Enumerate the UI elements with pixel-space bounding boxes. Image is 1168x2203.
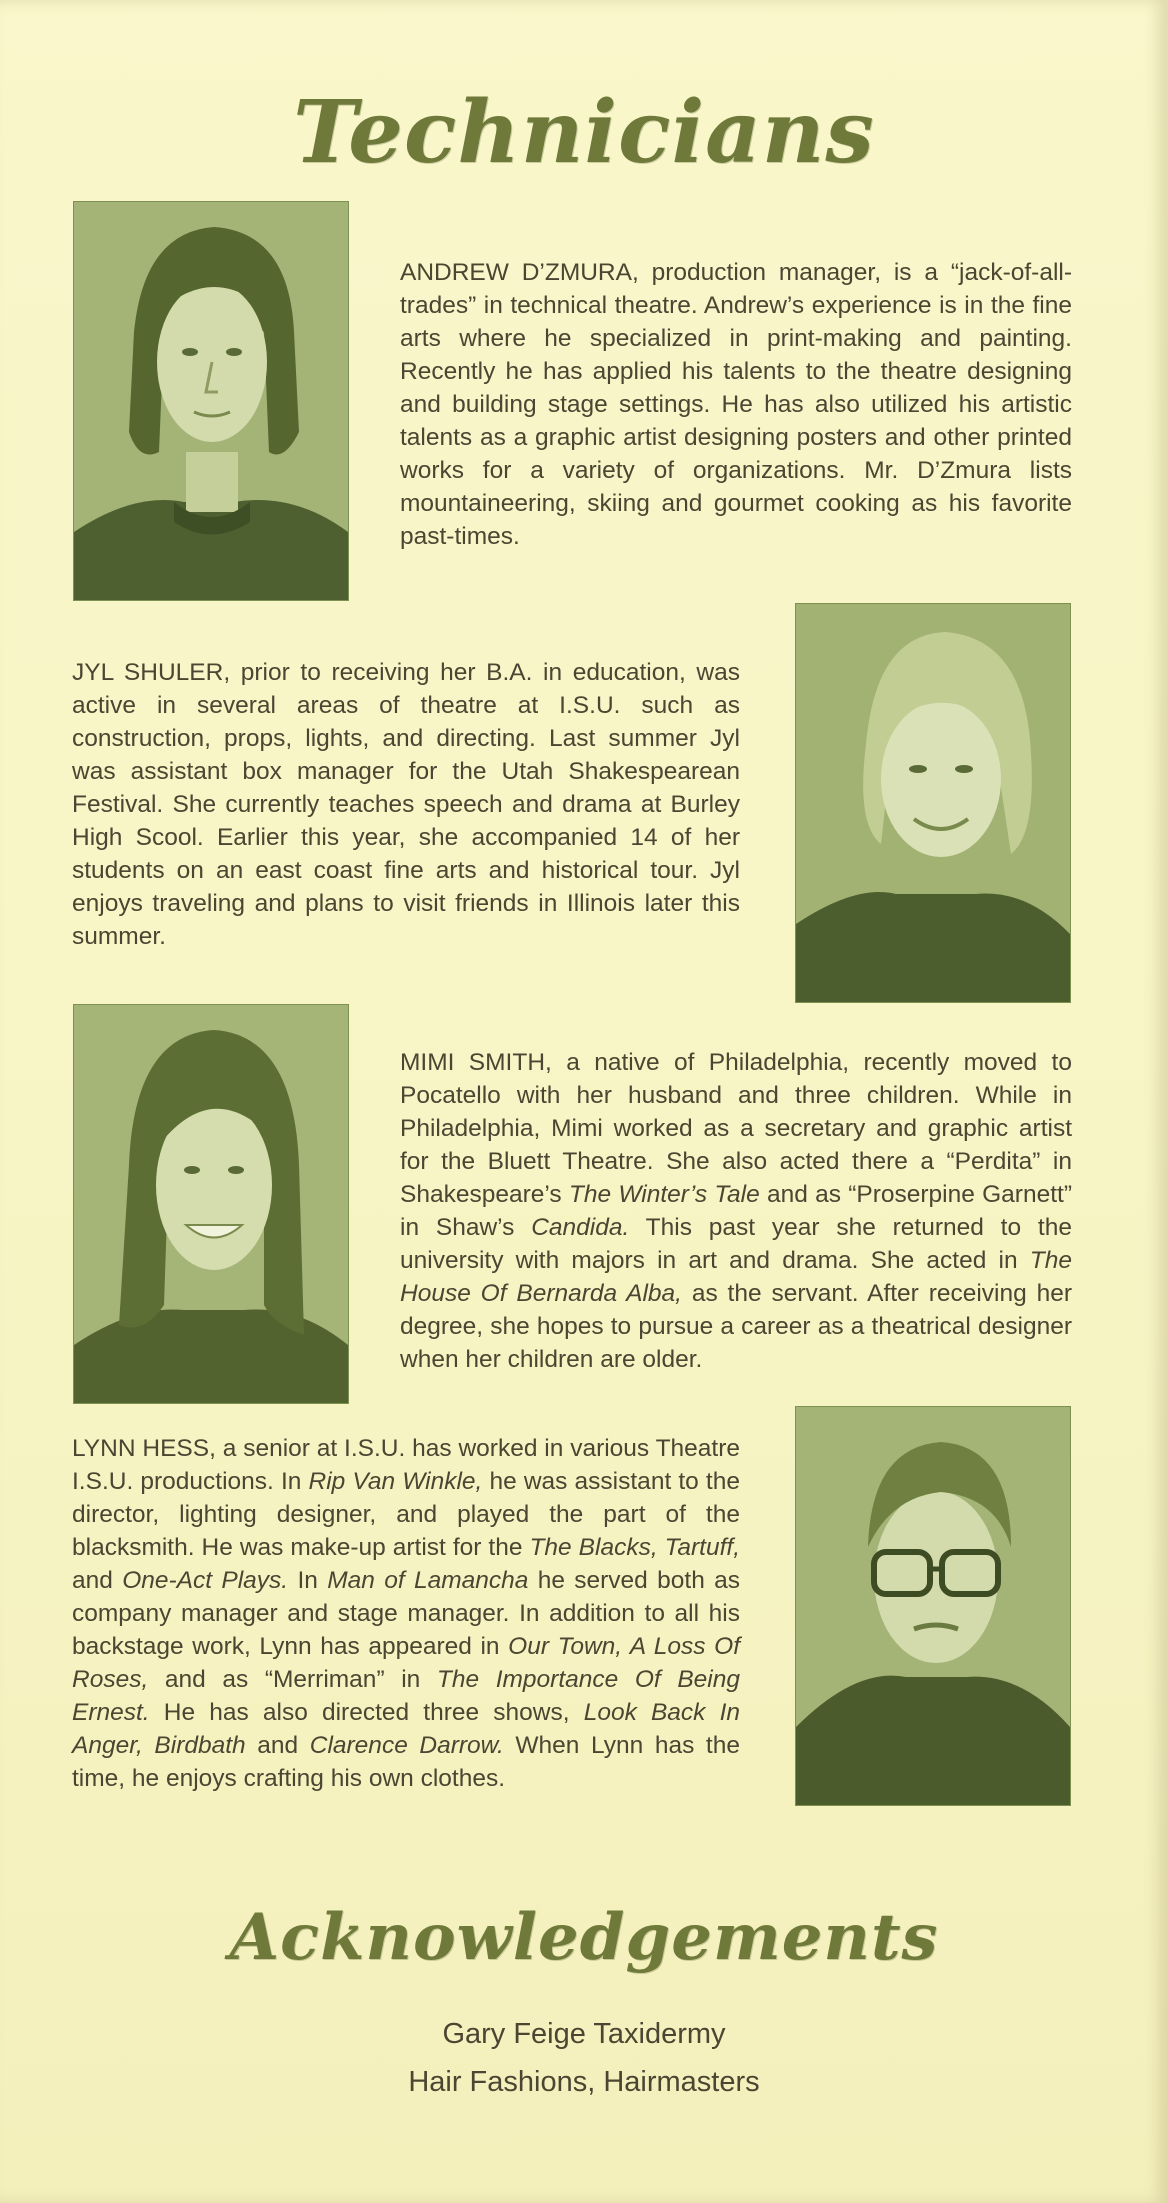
bio-text: , prior to receiving her B.A. in education, was active in several areas of theatre at I.S.U. such as construction, props, lights, and directing. Last summer Jyl was assistant box manager for the Utah Shakespearean Festival. She currently teaches speech and drama at Burley High Scool. Earlier this year, she accompanied 14 of her students on an east coast fine arts and historical tour. Jyl enjoys traveling and plans to visit friends in Illinois later this summer.	[72, 659, 740, 950]
play-title: The Blacks, Tartuff,	[529, 1534, 740, 1561]
bio-text: This past year she returned to the university with majors in art and drama. She acted in	[400, 1214, 1072, 1274]
bio-text: he served both as company manager and stage manager. In addition to all his backstage work, Lynn has appeared in	[72, 1567, 741, 1660]
bio-text: and as “Merriman” in	[148, 1666, 437, 1693]
play-title: Rip Van Winkle,	[308, 1468, 483, 1495]
play-title: Clarence Darrow.	[309, 1732, 504, 1759]
bio-jyl-shuler	[72, 656, 740, 953]
play-title: Man of Lamancha	[327, 1567, 529, 1594]
technicians-heading: Technicians	[293, 82, 875, 183]
bio-text: he was assistant to the director, lighting designer, and played the part of the blacksmith. He was make-up artist for the	[72, 1468, 740, 1561]
bio-text: , a native of Philadelphia, recently moved to Pocatello with her husband and three children. While in Philadelphia, Mimi worked as a secretary and graphic artist for the Bluett Theatre. She also acted there a “Perdita” in Shakespeare’s	[400, 1049, 1072, 1208]
bio-text: and	[245, 1732, 310, 1759]
bio-text: and as “Proserpine Garnett” in Shaw’s	[400, 1181, 1072, 1241]
bio-text: , production manager, is a “jack-of-all-trades” in technical theatre. Andrew’s experience is in the fine arts where he specialized in print-making and painting. Recently he has applied his talents to the theatre designing and building stage settings. He has also utilized his artistic talents as a graphic artist designing posters and other printed works for a variety of organizations. Mr. D’Zmura lists mountaineering, skiing and gourmet cooking as his favorite past-times.	[400, 259, 1072, 550]
bio-text: , a senior at I.S.U. has worked in various Theatre I.S.U. productions. In	[72, 1435, 740, 1495]
play-title: Look Back In Anger, Birdbath	[72, 1699, 741, 1759]
play-title: Candida.	[531, 1214, 630, 1241]
jyl-shuler-photo	[796, 604, 1070, 1002]
play-title: The Winter’s Tale	[568, 1181, 760, 1208]
bio-name: JYL SHULER	[72, 659, 224, 686]
acknowledgement-item: Gary Feige Taxidermy	[442, 2018, 726, 2050]
play-title: One-Act Plays.	[122, 1567, 289, 1594]
bio-text: and	[72, 1567, 123, 1594]
bio-text: He has also directed three shows,	[149, 1699, 584, 1726]
play-title: Our Town, A Loss Of Roses,	[72, 1633, 741, 1693]
play-title: The House Of Bernarda Alba,	[400, 1247, 1072, 1307]
bio-text: When Lynn has the time, he enjoys crafting his own clothes.	[72, 1732, 740, 1792]
mimi-smith-photo	[74, 1005, 348, 1403]
bio-mimi-smith	[400, 1046, 1072, 1376]
bio-name: MIMI SMITH	[400, 1049, 546, 1076]
lynn-hess-photo	[796, 1407, 1070, 1805]
andrew-dzmura-photo	[74, 202, 348, 600]
bio-andrew-dzmura	[400, 256, 1072, 553]
acknowledgement-item: Hair Fashions, Hairmasters	[408, 2066, 760, 2098]
acknowledgements-heading: Acknowledgements	[229, 1900, 939, 1975]
bio-name: ANDREW D’ZMURA	[400, 259, 632, 286]
bio-name: LYNN HESS	[72, 1435, 210, 1462]
bio-text: as the servant. After receiving her degree, she hopes to pursue a career as a theatrical designer when her children are older.	[400, 1280, 1072, 1373]
bio-lynn-hess	[72, 1432, 740, 1795]
bio-text: In	[288, 1567, 328, 1594]
acknowledgements-list	[0, 2010, 1168, 2106]
play-title: The Importance Of Being Ernest.	[72, 1666, 740, 1726]
